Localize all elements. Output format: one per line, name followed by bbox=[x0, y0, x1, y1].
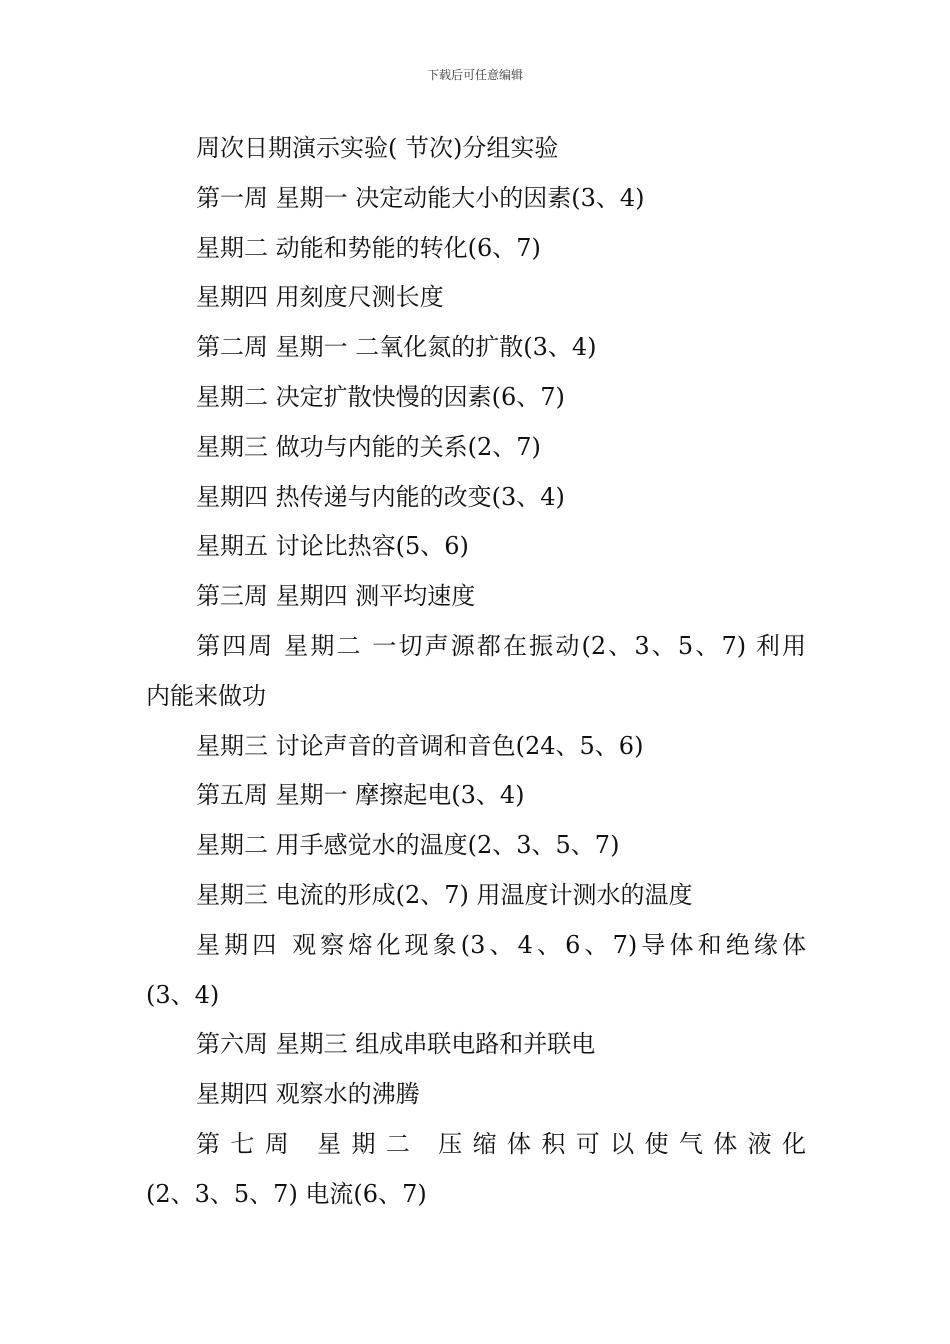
text-line-content: 星期三 讨论声音的音调和音色(24、5、6) bbox=[196, 731, 644, 760]
text-line bbox=[146, 771, 806, 821]
text-line bbox=[146, 1020, 806, 1070]
text-line-content: 星期四 用刻度尺测长度 bbox=[196, 283, 444, 312]
text-line bbox=[146, 622, 806, 672]
text-line bbox=[146, 572, 806, 622]
text-line bbox=[146, 423, 806, 473]
text-line-content: 星期四 观察熔化现象(3、4、6、7)导体和绝缘体 bbox=[196, 930, 806, 959]
text-line-content: 第五周 星期一 摩擦起电(3、4) bbox=[196, 781, 525, 810]
text-line bbox=[146, 1120, 806, 1170]
text-line-content: 第七周 星期二 压缩体积可以使气体液化 bbox=[196, 1129, 806, 1158]
text-line-content: 星期二 用手感觉水的温度(2、3、5、7) bbox=[196, 831, 620, 860]
text-line bbox=[146, 921, 806, 971]
text-line bbox=[146, 373, 806, 423]
text-line bbox=[146, 273, 806, 323]
text-line-content: 第六周 星期三 组成串联电路和并联电 bbox=[196, 1030, 596, 1059]
text-line bbox=[146, 522, 806, 572]
text-line bbox=[146, 224, 806, 274]
header-note: 下载后可任意编辑 bbox=[426, 68, 523, 82]
text-line bbox=[146, 821, 806, 871]
text-line bbox=[146, 722, 806, 772]
text-line-content: (2、3、5、7) 电流(6、7) bbox=[146, 1179, 427, 1208]
text-line-content: 星期五 讨论比热容(5、6) bbox=[196, 532, 469, 561]
text-line bbox=[146, 473, 806, 523]
text-line bbox=[146, 124, 806, 174]
text-line-content: 星期三 做功与内能的关系(2、7) bbox=[196, 432, 541, 461]
text-line-content: 星期四 观察水的沸腾 bbox=[196, 1080, 420, 1109]
document-body bbox=[146, 124, 806, 1220]
text-line-content: 第二周 星期一 二氧化氮的扩散(3、4) bbox=[196, 333, 597, 362]
text-line bbox=[146, 672, 806, 722]
text-line-content: 第一周 星期一 决定动能大小的因素(3、4) bbox=[196, 183, 645, 212]
text-line bbox=[146, 871, 806, 921]
text-line bbox=[146, 174, 806, 224]
text-line-content: (3、4) bbox=[146, 980, 220, 1009]
text-line-content: 星期四 热传递与内能的改变(3、4) bbox=[196, 482, 565, 511]
text-line-content: 内能来做功 bbox=[146, 681, 266, 710]
text-line bbox=[146, 1070, 806, 1120]
text-line bbox=[146, 1170, 806, 1220]
text-line bbox=[146, 971, 806, 1021]
text-line-content: 星期二 决定扩散快慢的因素(6、7) bbox=[196, 382, 565, 411]
text-line-content: 星期二 动能和势能的转化(6、7) bbox=[196, 233, 541, 262]
text-line-content: 第四周 星期二 一切声源都在振动(2、3、5、7) 利用 bbox=[196, 631, 806, 660]
text-line-content: 周次日期演示实验( 节次)分组实验 bbox=[196, 134, 559, 162]
text-line-content: 星期三 电流的形成(2、7) 用温度计测水的温度 bbox=[196, 880, 693, 909]
text-line-content: 第三周 星期四 测平均速度 bbox=[196, 582, 476, 611]
text-line bbox=[146, 323, 806, 373]
